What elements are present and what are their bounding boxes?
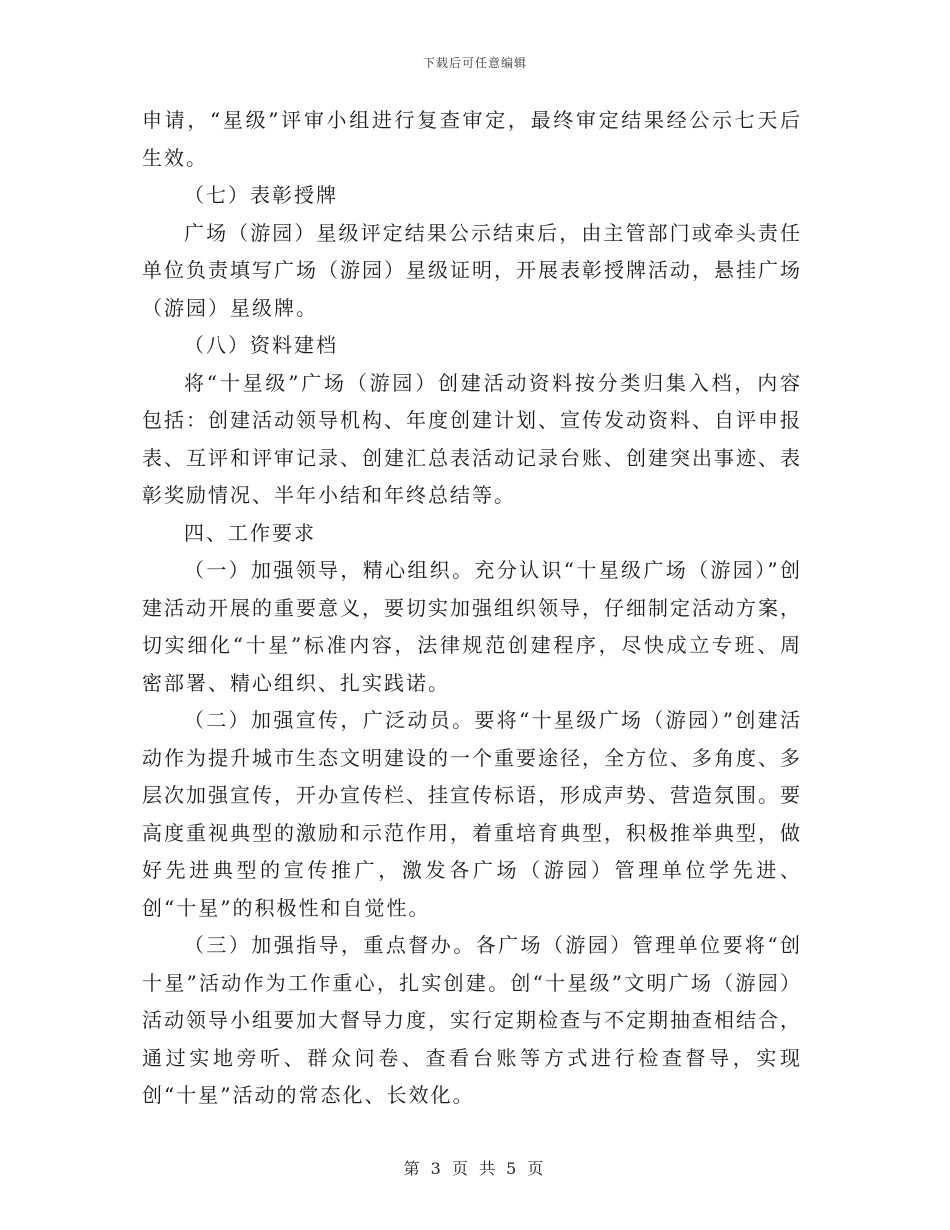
paragraph-requirement-2: （二）加强宣传，广泛动员。要将“十星级广场（游园）”创建活动作为提升城市生态文明建设的一个重要途径，全方位、多角度、多层次加强宣传，开办宣传栏、挂宣传标语，形成声势、营造氛围。要高度重视典型的激励和示范作用，着重培育典型，积极推举典型，做好先进典型的宣传推广，激发各广场（游园）管理单位学先进、创“十星”的积极性和自觉性。 [142, 708, 802, 920]
page-number: 第 3 页 共 5 页 [403, 1159, 547, 1178]
paragraph-continuation: 申请，“星级”评审小组进行复查审定，最终审定结果经公示七天后生效。 [142, 108, 802, 170]
document-body [142, 102, 802, 1115]
paragraph-requirement-3: （三）加强指导，重点督办。各广场（游园）管理单位要将“创十星”活动作为工作重心，扎实创建。创“十星级”文明广场（游园）活动领导小组要加大督导力度，实行定期检查与不定期抽查相结合，通过实地旁听、群众问卷、查看台账等方式进行检查督导，实现创“十星”活动的常态化、长效化。 [142, 933, 802, 1107]
paragraph-awarding: 广场（游园）星级评定结果公示结束后，由主管部门或牵头责任单位负责填写广场（游园）星级证明，开展表彰授牌活动，悬挂广场（游园）星级牌。 [142, 220, 802, 320]
section-heading-8: （八）资料建档 [184, 333, 338, 357]
paragraph-archiving: 将“十星级”广场（游园）创建活动资料按分类归集入档，内容包括：创建活动领导机构、年度创建计划、宣传发动资料、自评申报表、互评和评审记录、创建汇总表活动记录台账、创建突出事迹、表彰奖励情况、半年小结和年终总结等。 [142, 370, 802, 507]
page-header: 下载后可任意编辑 [422, 56, 527, 70]
paragraph-requirement-1: （一）加强领导，精心组织。充分认识“十星级广场（游园）”创建活动开展的重要意义，要切实加强组织领导，仔细制定活动方案，切实细化“十星”标准内容，法律规范创建程序，尽快成立专班、周密部署、精心组织、扎实践诺。 [142, 558, 802, 695]
section-heading-7: （七）表彰授牌 [184, 183, 338, 207]
section-heading-requirements: 四、工作要求 [184, 520, 316, 545]
